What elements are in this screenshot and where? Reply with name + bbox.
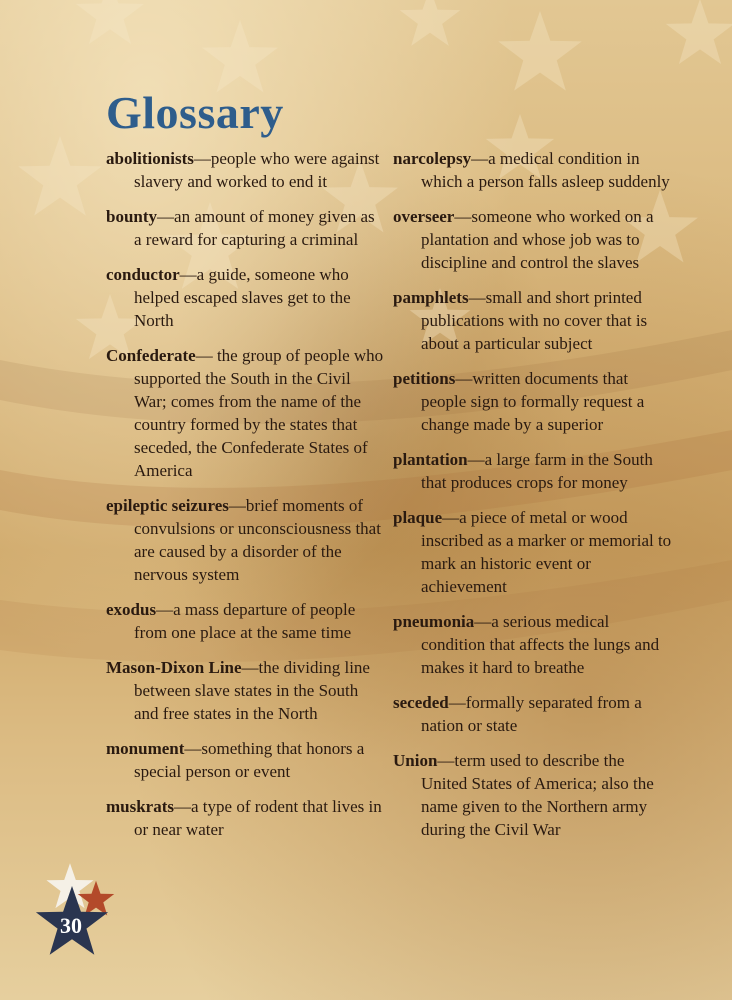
glossary-entry (106, 656, 386, 725)
glossary-definition: —small and short printed publications with no cover that is about a particular subject (421, 288, 648, 353)
glossary-entry (106, 737, 386, 783)
page-number-star-badge (34, 862, 118, 962)
glossary-definition: — the group of people who supported the South in the Civil War; comes from the name of the country formed by the states that seceded, the Confederate States of America (134, 346, 384, 480)
glossary-definition: —a mass departure of people from one place at the same time (134, 600, 356, 642)
glossary-term: Union (393, 751, 438, 770)
glossary-entry (393, 610, 673, 679)
glossary-term: petitions (393, 369, 456, 388)
glossary-term: plantation (393, 450, 468, 469)
glossary-definition: —an amount of money given as a reward for capturing a criminal (134, 207, 375, 249)
glossary-term: epileptic seizures (106, 496, 229, 515)
glossary-entry (106, 344, 386, 482)
glossary-definition: —someone who worked on a plantation and whose job was to discipline and control the slaves (421, 207, 654, 272)
glossary-term: Confederate (106, 346, 196, 365)
glossary-term: overseer (393, 207, 455, 226)
glossary-definition: —a medical condition in which a person falls asleep suddenly (421, 149, 670, 191)
glossary-left-column (106, 147, 386, 853)
glossary-entry (106, 598, 386, 644)
glossary-definition: —the dividing line between slave states in the South and free states in the North (134, 658, 370, 723)
glossary-term: pamphlets (393, 288, 469, 307)
glossary-term: plaque (393, 508, 443, 527)
glossary-definition: —a piece of metal or wood inscribed as a marker or memorial to mark an historic event or achievement (421, 508, 672, 596)
glossary-entry (393, 749, 673, 841)
glossary-term: Mason-Dixon Line (106, 658, 242, 677)
glossary-definition: —a type of rodent that lives in or near water (134, 797, 382, 839)
glossary-entry (106, 205, 386, 251)
page-title: Glossary (106, 87, 284, 138)
glossary-entry (106, 494, 386, 586)
glossary-entry (393, 691, 673, 737)
glossary-definition: —brief moments of convulsions or unconsciousness that are caused by a disorder of the nervous system (134, 496, 381, 584)
page-number: 30 (60, 913, 82, 938)
glossary-entry (393, 147, 673, 193)
glossary-definition: —a serious medical condition that affects the lungs and makes it hard to breathe (421, 612, 660, 677)
glossary-term: abolitionists (106, 149, 194, 168)
glossary-definition: —something that honors a special person or event (134, 739, 365, 781)
glossary-entry (106, 263, 386, 332)
glossary-entry (393, 367, 673, 436)
glossary-definition: —formally separated from a nation or state (421, 693, 642, 735)
glossary-term: muskrats (106, 797, 175, 816)
glossary-entry (393, 448, 673, 494)
glossary-entry (393, 286, 673, 355)
glossary-entry (393, 506, 673, 598)
glossary-definition: —people who were against slavery and worked to end it (134, 149, 380, 191)
glossary-definition: —a guide, someone who helped escaped slaves get to the North (134, 265, 351, 330)
glossary-term: monument (106, 739, 185, 758)
glossary-right-column (393, 147, 673, 853)
glossary-term: bounty (106, 207, 158, 226)
glossary-definition: —term used to describe the United States of America; also the name given to the Northern army during the Civil War (421, 751, 654, 839)
glossary-term: conductor (106, 265, 180, 284)
glossary-entry (393, 205, 673, 274)
glossary-definition: —written documents that people sign to formally request a change made by a superior (421, 369, 645, 434)
glossary-term: narcolepsy (393, 149, 472, 168)
glossary-term: pneumonia (393, 612, 475, 631)
glossary-entry (106, 795, 386, 841)
glossary-entry (106, 147, 386, 193)
glossary-term: exodus (106, 600, 157, 619)
glossary-term: seceded (393, 693, 449, 712)
glossary-definition: —a large farm in the South that produces crops for money (421, 450, 653, 492)
